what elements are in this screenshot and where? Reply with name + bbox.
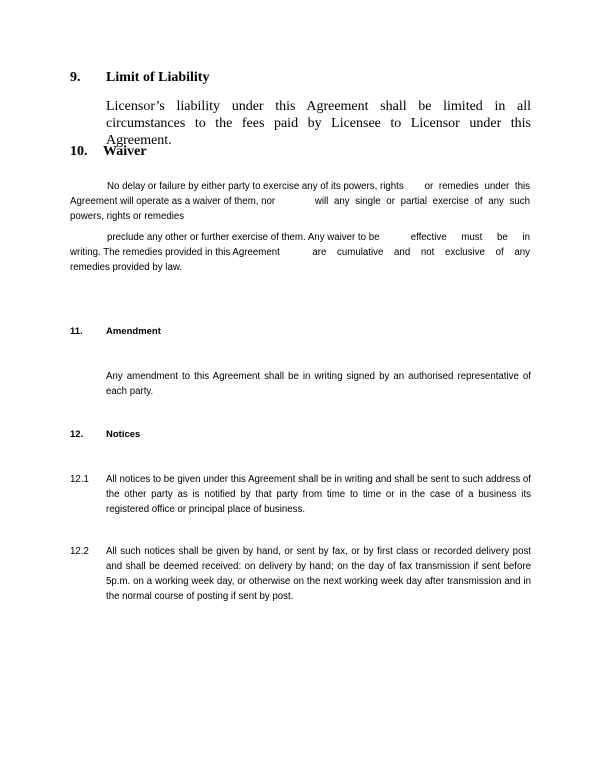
section-10-number: 10.	[70, 144, 88, 159]
waiver-p1-line1a: No delay or failure by either party to exercise any of its powers, rights	[107, 181, 404, 192]
section-10-title: Waiver	[103, 144, 147, 159]
waiver-p2-line3: remedies provided by law.	[70, 262, 183, 273]
clause-12-1-text: All notices to be given under this Agreement shall be in writing and shall be sent to such address of the other party as is notified by that party from time to time or in the case of a business its registered office or principal place of business.	[106, 474, 531, 515]
waiver-p1-line2a: Agreement will operate as a waiver of them, nor	[70, 196, 276, 207]
waiver-p2-line2b: are cumulative and not exclusive of any	[312, 247, 530, 258]
waiver-p1-line1b: or remedies under this	[424, 181, 530, 192]
clause-12-2-number: 12.2	[70, 546, 89, 557]
waiver-p2-line2a: writing. The remedies provided in this Agreement	[70, 247, 280, 258]
waiver-p1-line2b: will any single or partial exercise of any such	[314, 196, 530, 207]
waiver-p1-line3: powers, rights or remedies	[70, 211, 185, 222]
section-10-paragraph-1	[70, 179, 530, 224]
section-10-paragraph-2	[70, 230, 530, 275]
section-11-paragraph: Any amendment to this Agreement shall be in writing signed by an authorised representative of each party.	[106, 371, 531, 397]
section-11-title: Amendment	[106, 326, 161, 337]
waiver-p2-line1a: preclude any other or further exercise of them. Any waiver to be	[107, 232, 380, 243]
section-9-number: 9.	[70, 70, 81, 85]
waiver-p2-line1b: effective must be in	[410, 232, 530, 243]
section-12-number: 12.	[70, 429, 84, 440]
section-9-title: Limit of Liability	[106, 70, 210, 85]
section-12-title: Notices	[106, 429, 141, 440]
clause-12-1-number: 12.1	[70, 474, 89, 485]
section-11-number: 11.	[70, 326, 83, 337]
section-9-paragraph: Licensor’s liability under this Agreement shall be limited in all circumstances to the fees paid by Licensee to Licensor under this Agreement.	[106, 99, 531, 148]
clause-12-2-text: All such notices shall be given by hand, or sent by fax, or by first class or recorded delivery post and shall be deemed received: on delivery by hand; on the day of fax transmission if sent before 5p.m. on a working week day, or otherwise on the next working week day after transmission and in the normal course of posting if sent by post.	[106, 546, 531, 602]
